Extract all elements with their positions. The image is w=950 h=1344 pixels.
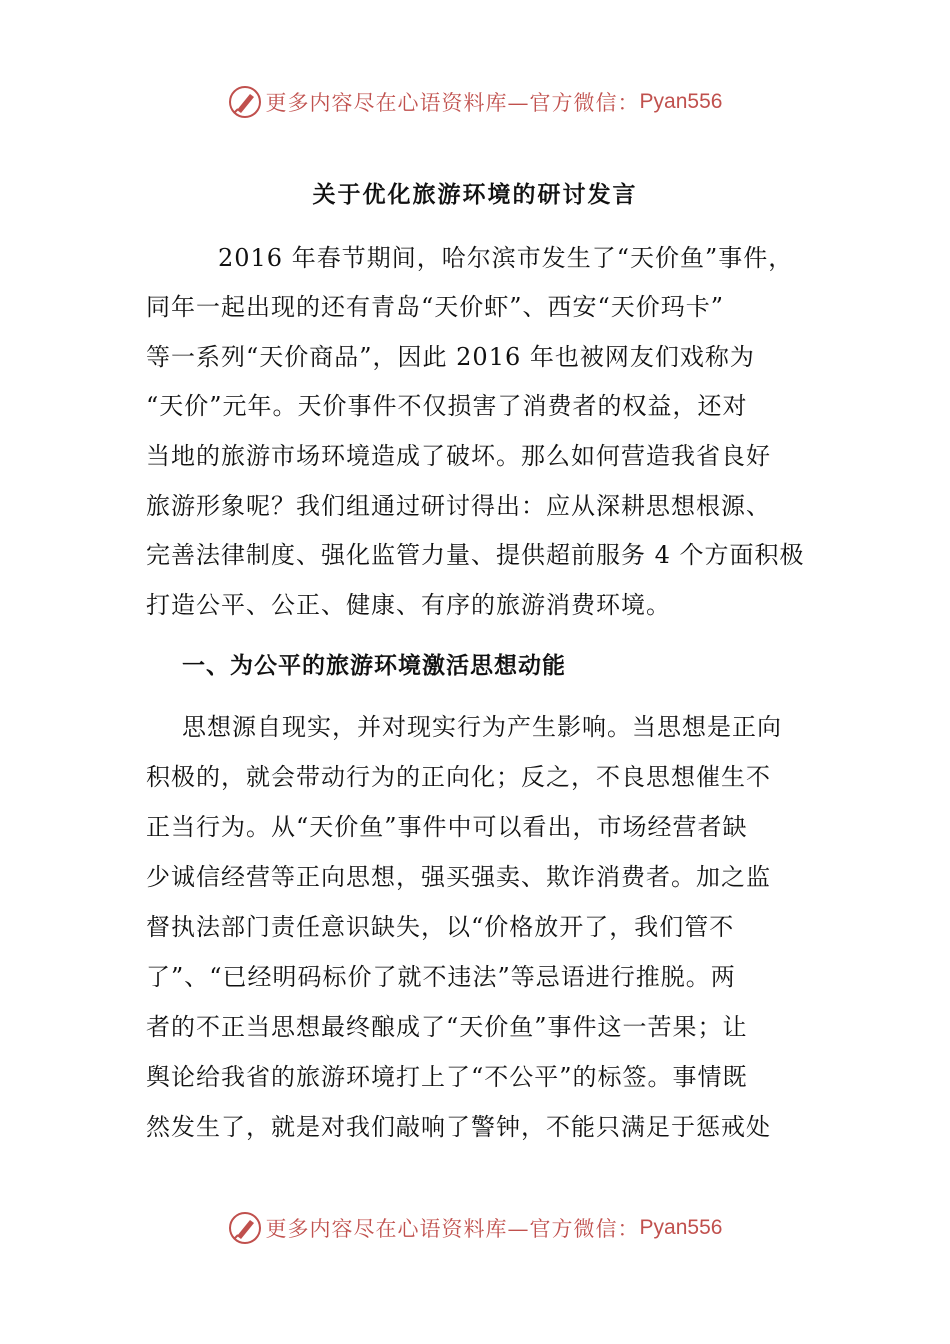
paragraph-line: 打造公平、公正、健康、有序的旅游消费环境。 — [146, 591, 671, 619]
pen-nib-logo-icon — [228, 1211, 262, 1245]
watermark-text: 更多内容尽在心语资料库—官方微信： — [265, 1217, 640, 1241]
pen-nib-logo-icon — [228, 85, 262, 119]
paragraph-line: 同年一起出现的还有青岛“天价虾”、西安“天价玛卡” — [146, 293, 725, 321]
watermark-text: 更多内容尽在心语资料库—官方微信： — [265, 91, 640, 115]
paragraph-line: 少诚信经营等正向思想，强买强卖、欺诈消费者。加之监 — [146, 863, 771, 891]
document-title: 关于优化旅游环境的研讨发言 — [312, 182, 638, 208]
paragraph-line: 督执法部门责任意识缺失，以“价格放开了，我们管不 — [146, 913, 735, 941]
paragraph-line: 思想源自现实，并对现实行为产生影响。当思想是正向 — [182, 713, 782, 741]
watermark-banner-top — [0, 80, 950, 124]
paragraph-line: 2016 年春节期间，哈尔滨市发生了“天价鱼”事件， — [218, 244, 794, 272]
paragraph-line: 正当行为。从“天价鱼”事件中可以看出，市场经营者缺 — [146, 813, 748, 841]
paragraph-line: 旅游形象呢？我们组通过研讨得出：应从深耕思想根源、 — [146, 492, 771, 520]
paragraph-line: 等一系列“天价商品”，因此 2016 年也被网友们戏称为 — [146, 343, 755, 371]
paragraph-line: 完善法律制度、强化监管力量、提供超前服务 4 个方面积极 — [146, 541, 805, 569]
paragraph-line: 舆论给我省的旅游环境打上了“不公平”的标签。事情既 — [146, 1063, 748, 1091]
paragraph-line: 然发生了，就是对我们敲响了警钟，不能只满足于惩戒处 — [146, 1113, 771, 1141]
paragraph-line: 者的不正当思想最终酿成了“天价鱼”事件这一苦果；让 — [146, 1013, 748, 1041]
watermark-banner-bottom — [0, 1206, 950, 1250]
paragraph-line: 当地的旅游市场环境造成了破坏。那么如何营造我省良好 — [146, 442, 771, 470]
paragraph-line: “天价”元年。天价事件不仅损害了消费者的权益，还对 — [146, 392, 748, 420]
watermark-wechat-id: Pyan556 — [639, 90, 723, 113]
section-heading: 一、为公平的旅游环境激活思想动能 — [182, 653, 566, 679]
watermark-wechat-id: Pyan556 — [639, 1216, 723, 1239]
paragraph-line: 了”、“已经明码标价了就不违法”等忌语进行推脱。两 — [146, 963, 736, 991]
paragraph-line: 积极的，就会带动行为的正向化；反之，不良思想催生不 — [146, 763, 771, 791]
